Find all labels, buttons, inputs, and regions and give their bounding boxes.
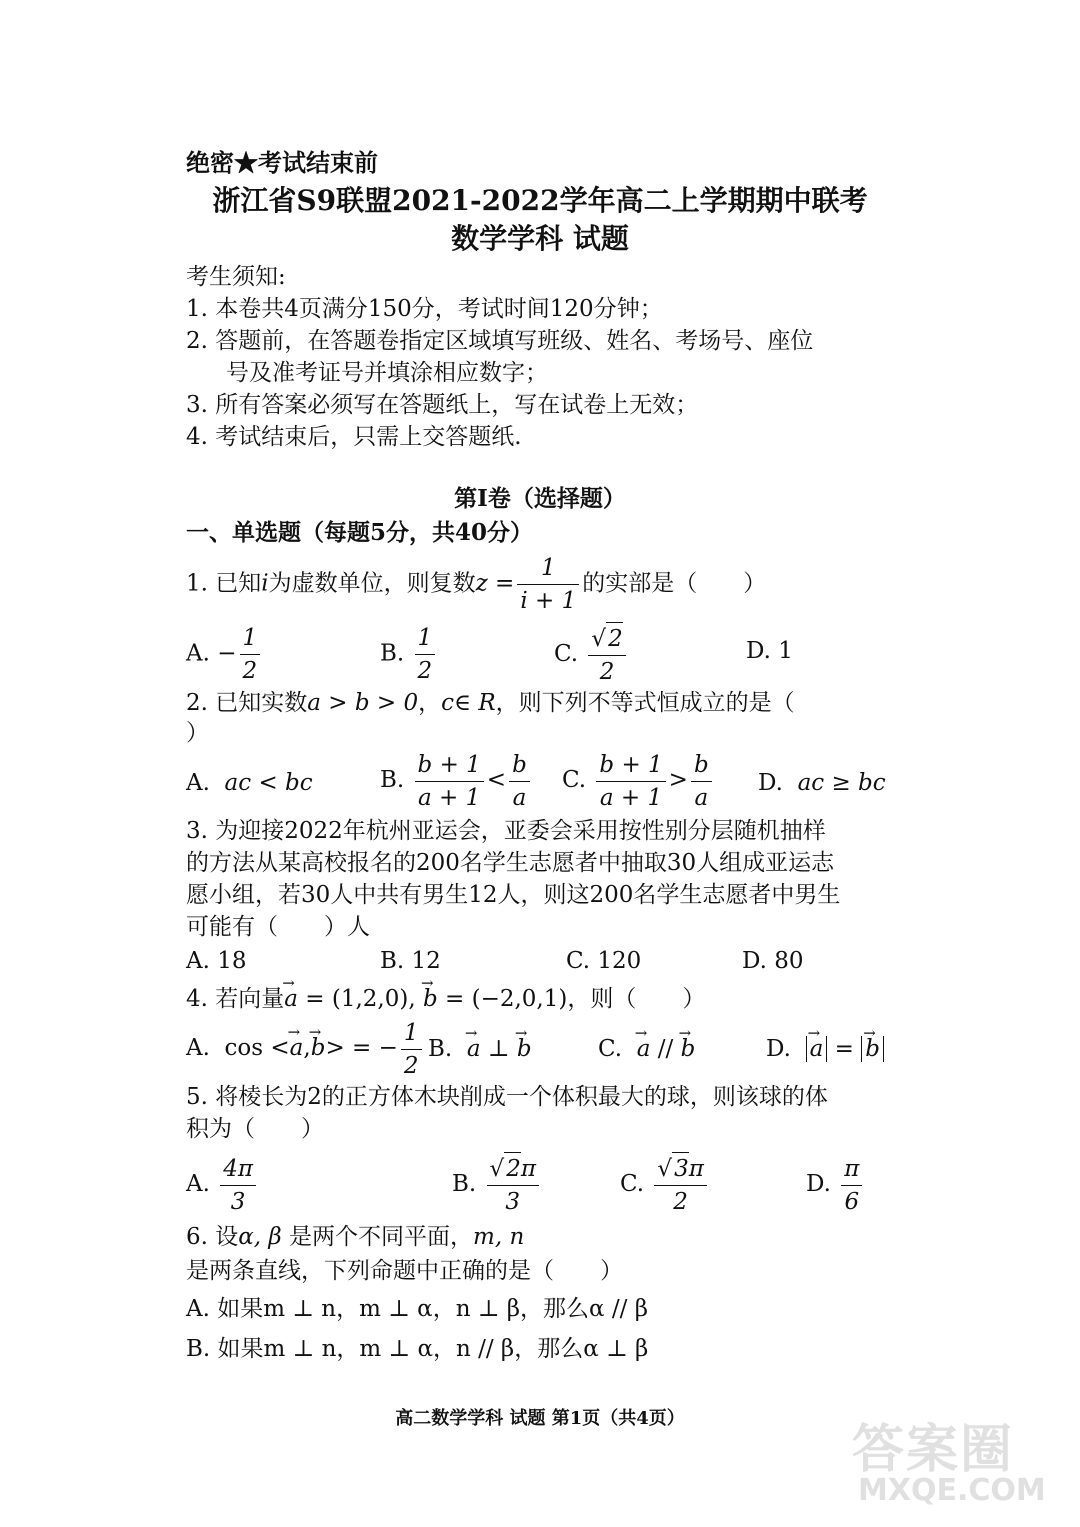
frac-den: 6 — [841, 1185, 862, 1218]
option-label: B. — [452, 1171, 477, 1197]
question-5-cont: 积为（ ） — [186, 1116, 324, 1142]
option-label: D. — [806, 1171, 831, 1197]
q2-suffix: ，则下列不等式恒成立的是（ — [495, 690, 795, 716]
notice-heading: 考生须知: — [186, 264, 286, 290]
q2-b-frac1 — [415, 749, 484, 814]
q1-i: i — [261, 570, 269, 597]
frac-den: a — [691, 781, 712, 814]
q5-a-frac — [220, 1153, 256, 1218]
frac-den: 2 — [588, 655, 625, 688]
q4-a-cos: cos < — [224, 1035, 290, 1061]
q1-a-frac — [240, 622, 261, 687]
exam-subtitle: 数学学科 试题 — [451, 222, 629, 255]
question-2 — [186, 688, 795, 718]
watermark-text: 答案圈 — [852, 1419, 1015, 1480]
frac-den: 2 — [654, 1185, 706, 1218]
q1-c-frac — [588, 622, 625, 688]
q2-comma: ， — [418, 690, 442, 716]
part-heading: 第Ⅰ卷（选择题） — [454, 485, 626, 512]
q4-d-op: = — [827, 1036, 862, 1062]
q1-d-val: 1 — [778, 638, 793, 664]
frac-num: 1 — [242, 625, 258, 651]
q6-mn: m, n — [473, 1224, 525, 1250]
question-3-line: 的方法从某高校报名的200名学生志愿者中抽取30人组成亚运志 — [186, 850, 835, 876]
exam-title: 浙江省S9联盟2021-2022学年高二上学期期中联考 — [212, 184, 868, 217]
frac-num: b + 1 — [417, 751, 481, 778]
confidential-label: 绝密★考试结束前 — [186, 148, 378, 177]
option-label: B. — [428, 1036, 453, 1062]
option-label: A. — [186, 1035, 210, 1061]
q1-option-d — [746, 636, 793, 666]
watermark-url: MXQE.COM — [858, 1473, 1046, 1508]
q2-a-val: ac < bc — [224, 770, 313, 796]
q1-z: z = — [475, 570, 515, 597]
q4-suffix: ，则（ ） — [567, 986, 706, 1012]
q4-a-frac — [401, 1017, 422, 1082]
q4-option-d — [766, 1034, 884, 1064]
frac-num: b — [693, 751, 709, 778]
vector-b: → b — [311, 1016, 326, 1080]
frac-num: √3π — [654, 1152, 706, 1185]
frac-den: a + 1 — [415, 781, 484, 814]
vector-b: → b — [517, 1034, 532, 1064]
abs-b — [861, 1036, 884, 1062]
q6-prefix: 6. 设 — [186, 1224, 239, 1250]
frac-num: 4π — [223, 1155, 253, 1182]
option-label: D. — [746, 638, 771, 664]
option-label: B. — [380, 767, 405, 793]
watermark-logo — [852, 1407, 1052, 1517]
q6-mid: 是两个不同平面， — [281, 1224, 474, 1250]
question-4 — [186, 984, 705, 1014]
frac-den: a — [509, 781, 530, 814]
sqrt-radicand: 2 — [606, 622, 623, 655]
q6-option-b: B. 如果m ⊥ n，m ⊥ α，n // β，那么α ⊥ β — [186, 1336, 649, 1362]
q1-option-b — [380, 622, 438, 687]
frac-den: 2 — [415, 654, 436, 687]
q5-b-frac — [487, 1152, 539, 1218]
q2-c-frac1 — [596, 749, 665, 814]
frac-den: 2 — [240, 654, 261, 687]
page-footer: 高二数学学科 试题 第1页（共4页） — [395, 1408, 685, 1429]
abs-a — [806, 1036, 828, 1062]
vector-b: → b — [865, 1034, 880, 1064]
q5-option-c — [620, 1152, 710, 1218]
option-label: D. — [758, 770, 783, 796]
frac-num: 1 — [403, 1019, 419, 1046]
frac-num: b + 1 — [599, 751, 663, 778]
q1-mid: 为虚数单位，则复数 — [268, 570, 476, 597]
q2-b-op: < — [486, 767, 507, 793]
q4-a-comma: , — [303, 1035, 311, 1061]
q1-prefix: 1. 已知 — [186, 570, 262, 597]
vector-a: → a — [637, 1034, 651, 1064]
q1-suffix: 的实部是（ ） — [582, 570, 767, 597]
option-label: C. — [598, 1036, 623, 1062]
section-heading: 一、单选题（每题5分，共40分） — [186, 519, 534, 546]
q2-c-frac2 — [691, 749, 712, 814]
q6-option-a: A. 如果m ⊥ n，m ⊥ α，n ⊥ β，那么α // β — [186, 1296, 649, 1322]
question-5: 5. 将棱长为2的正方体木块削成一个体积最大的球，则该球的体 — [186, 1084, 828, 1110]
q2-prefix: 2. 已知实数 — [186, 690, 308, 716]
frac-den: 3 — [487, 1185, 539, 1218]
frac-den: a + 1 — [596, 781, 665, 814]
option-label: C. — [562, 767, 587, 793]
notice-item: 2. 答题前，在答题卷指定区域填写班级、姓名、考场号、座位 — [186, 328, 814, 354]
q4-eq2: = (−2,0,1) — [437, 986, 568, 1012]
option-label: C. — [620, 1171, 645, 1197]
q3-option-a: A. 18 — [186, 948, 247, 974]
pi-symbol: π — [688, 1156, 704, 1182]
q3-option-c: C. 120 — [566, 948, 642, 974]
question-3: 3. 为迎接2022年杭州亚运会，亚委会采用按性别分层随机抽样 — [186, 818, 826, 844]
vector-a: → a — [290, 1016, 304, 1080]
vector-a: → a — [284, 984, 298, 1014]
frac-num: √2 — [588, 622, 625, 655]
q6-greek: α, β — [238, 1224, 282, 1250]
q1-a-sign: − — [217, 640, 237, 667]
question-6 — [186, 1222, 524, 1252]
question-6-cont: 是两条直线，下列命题中正确的是（ ） — [186, 1258, 623, 1284]
q1-option-c — [554, 622, 629, 688]
q4-option-a — [186, 1016, 425, 1082]
q2-option-b — [380, 748, 533, 814]
q2-b-frac2 — [509, 749, 530, 814]
vector-a: → a — [810, 1034, 824, 1064]
q4-c-op: // — [650, 1036, 681, 1062]
pi-symbol: π — [520, 1156, 536, 1182]
notice-item: 4. 考试结束后，只需上交答题纸. — [186, 424, 522, 450]
q1-b-frac — [415, 622, 436, 687]
option-label: A. — [186, 1171, 210, 1197]
notice-item: 1. 本卷共4页满分150分，考试时间120分钟； — [186, 296, 663, 322]
q5-option-b — [452, 1152, 542, 1218]
sqrt-radicand: 3 — [672, 1152, 689, 1185]
option-label: C. — [554, 641, 579, 667]
frac-den: 2 — [401, 1049, 422, 1082]
q3-option-b: B. 12 — [380, 948, 441, 974]
frac-num: 1 — [417, 625, 433, 651]
q5-option-d — [806, 1152, 865, 1218]
q4-b-op: ⊥ — [480, 1036, 517, 1062]
option-label: B. — [380, 640, 405, 667]
q1-den: i + 1 — [517, 584, 579, 617]
q1-num: 1 — [540, 555, 556, 581]
option-label: A. — [186, 770, 210, 796]
q5-option-a — [186, 1152, 259, 1218]
question-3-line: 可能有（ ）人 — [186, 914, 370, 940]
q4-eq1: = (1,2,0), — [297, 986, 423, 1012]
frac-num: π — [844, 1155, 860, 1182]
q5-c-frac — [654, 1152, 706, 1218]
option-label: A. — [186, 640, 210, 667]
q4-a-eq: > = − — [325, 1035, 398, 1061]
q2-cond: a > b > 0 — [307, 690, 419, 716]
q1-fraction — [517, 552, 579, 617]
notice-item: 号及准考证号并填涂相应数字； — [226, 360, 548, 386]
vector-b: → b — [681, 1034, 696, 1064]
vector-a: → a — [467, 1034, 481, 1064]
question-2-cont: ） — [186, 720, 209, 746]
q2-c-op: > — [668, 767, 688, 793]
frac-num: b — [512, 751, 527, 778]
q2-cond2: c∈ R — [441, 690, 496, 716]
q2-option-d — [758, 768, 886, 798]
q4-prefix: 4. 若向量 — [186, 986, 285, 1012]
q2-d-val: ac ≥ bc — [797, 770, 886, 796]
question-3-line: 愿小组，若30人中共有男生12人，则这200名学生志愿者中男生 — [186, 882, 841, 908]
q4-option-b — [428, 1034, 532, 1064]
q1-option-a — [186, 622, 263, 687]
q4-option-c — [598, 1034, 695, 1064]
frac-den: 3 — [220, 1185, 256, 1218]
q3-option-d: D. 80 — [742, 948, 804, 974]
sqrt-radicand: 2 — [504, 1152, 521, 1185]
question-1 — [186, 552, 766, 617]
option-label: D. — [766, 1036, 791, 1062]
q2-option-a — [186, 768, 313, 798]
vector-b: → b — [423, 984, 438, 1014]
notice-item: 3. 所有答案必须写在答题纸上，写在试卷上无效； — [186, 392, 699, 418]
frac-num: √2π — [487, 1152, 539, 1185]
q5-d-frac — [841, 1153, 862, 1218]
q2-option-c — [562, 748, 715, 814]
